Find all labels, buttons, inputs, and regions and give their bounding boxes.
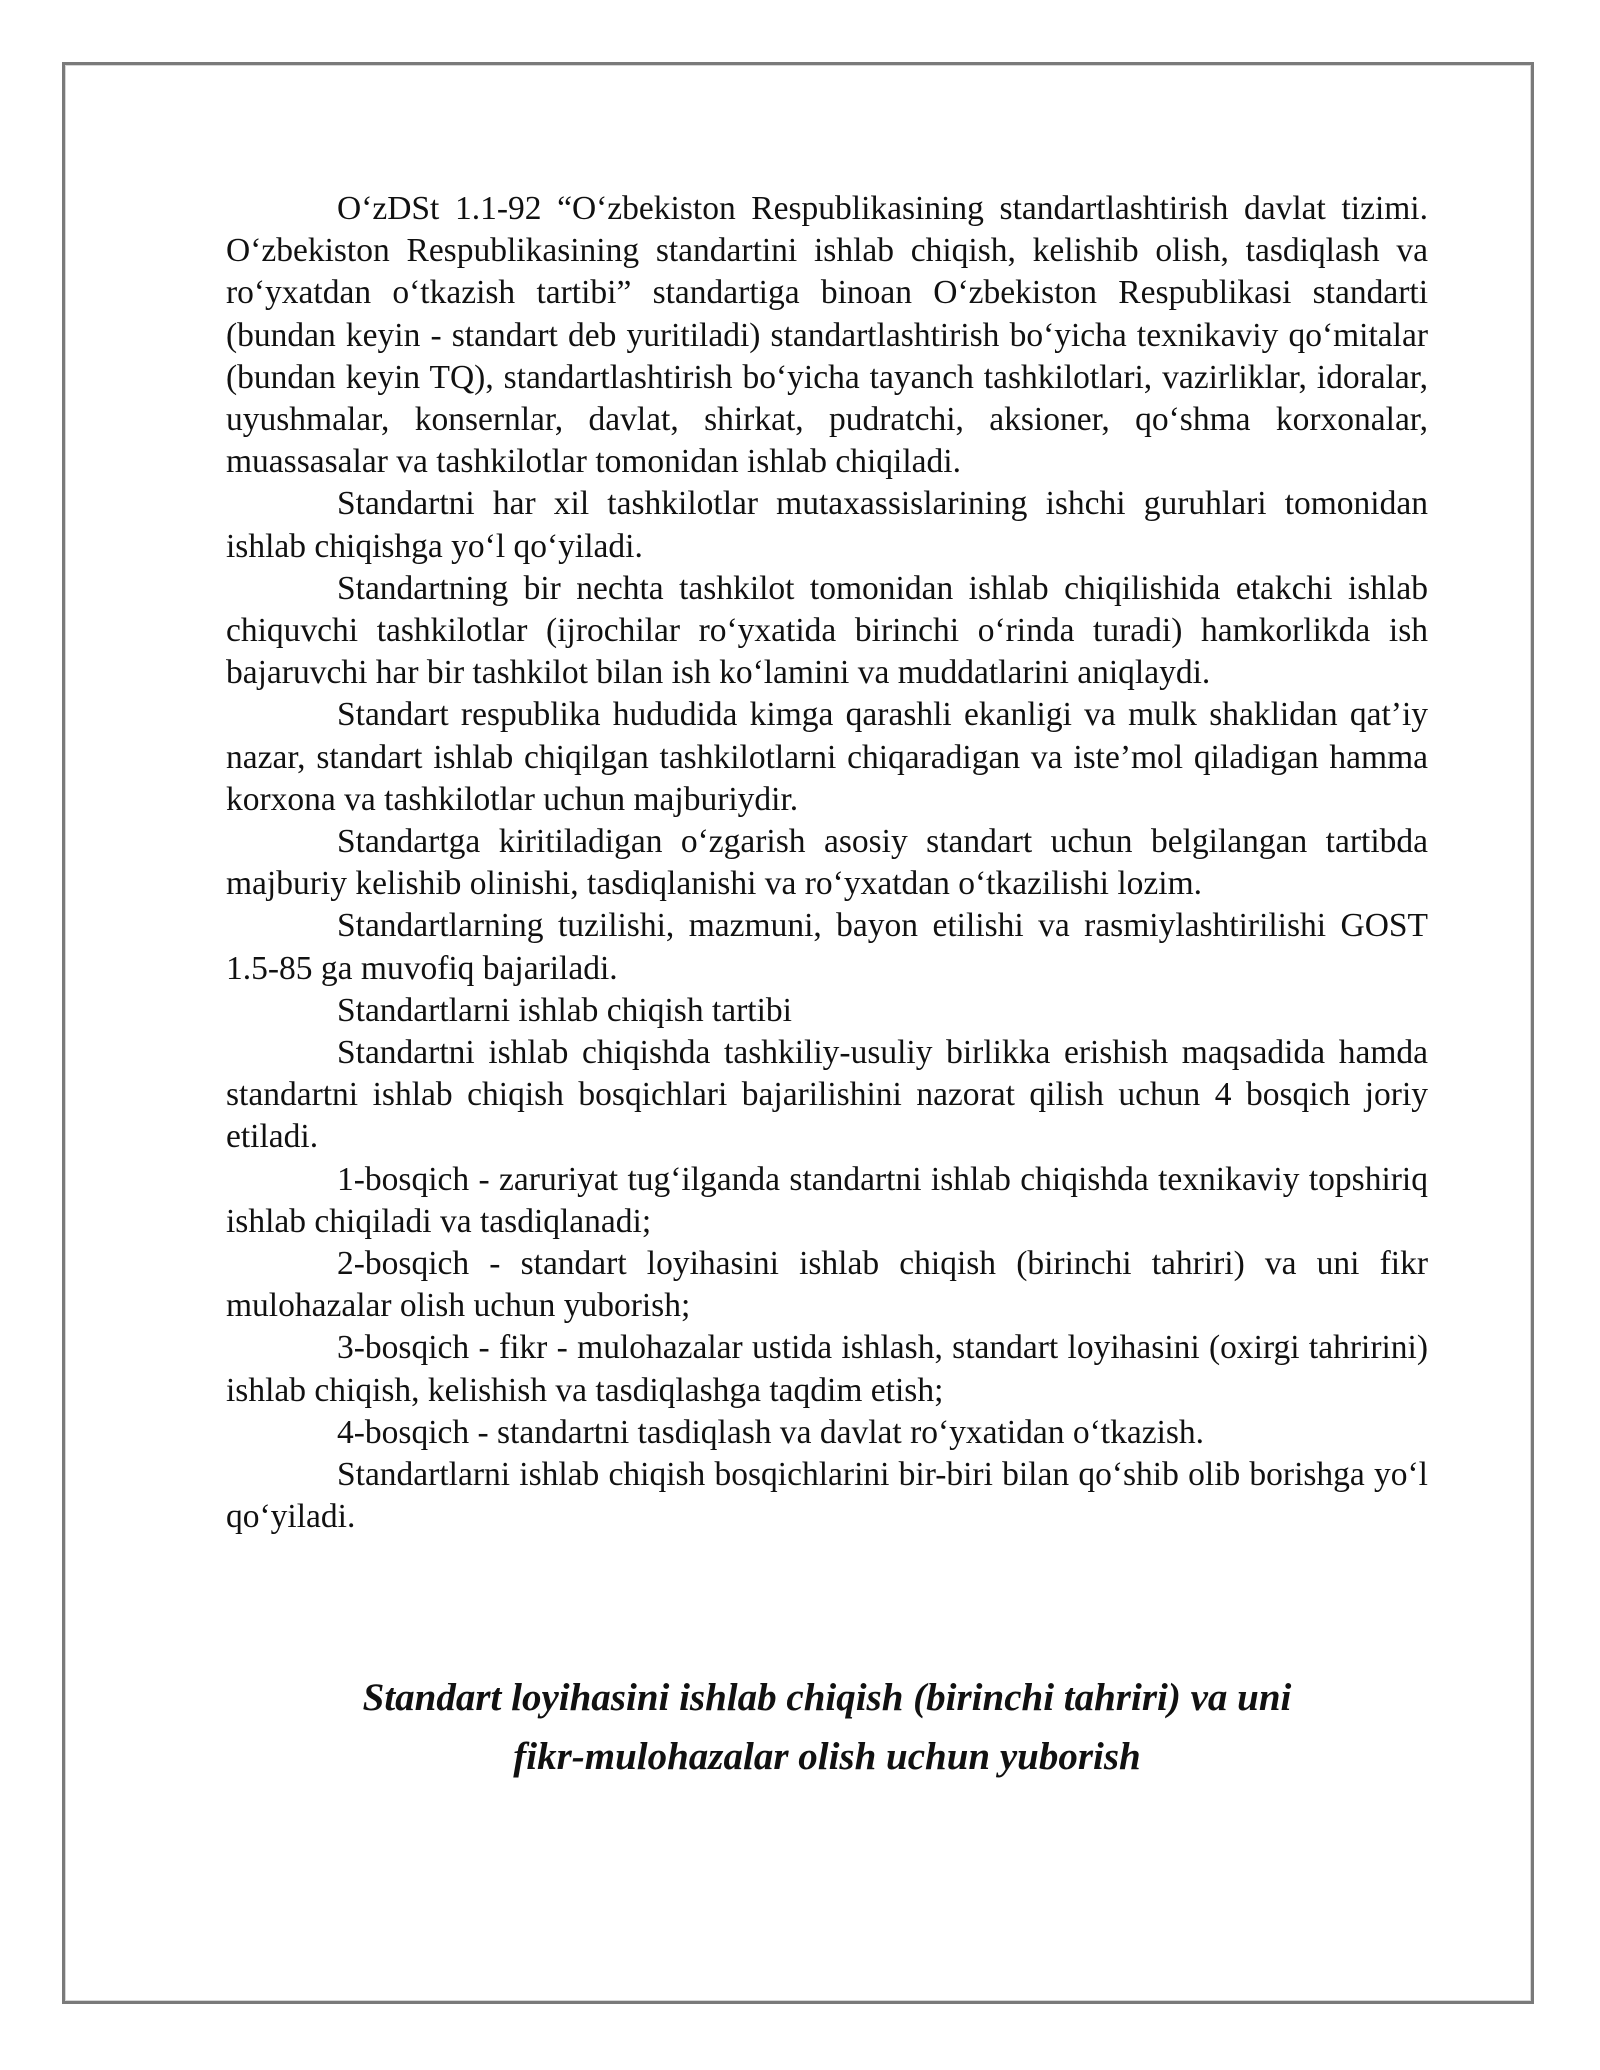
paragraph-combine-stages: Standartlarni ishlab chiqish bosqichlarini bir-biri bilan qo‘shib olib borishga yo‘l qo‘yiladi. — [226, 1456, 1428, 1536]
paragraph-stage-1: 1-bosqich - zaruriyat tug‘ilganda standartni ishlab chiqishda texnikaviy topshiriq ishlab chiqiladi va tasdiqlanadi; — [226, 1160, 1428, 1240]
paragraph-stage-2: 2-bosqich - standart loyihasini ishlab chiqish (birinchi tahriri) va uni fikr mulohazalar olish uchun yuborish; — [226, 1245, 1428, 1325]
paragraph-structure-gost: Standartlarning tuzilishi, mazmuni, bayon etilishi va rasmiylashtirilishi GOST 1.5-85 ga muvofiq bajariladi. — [226, 907, 1428, 987]
paragraph-lead-developer: Standartning bir nechta tashkilot tomonidan ishlab chiqilishida etakchi ishlab chiquvchi tashkilotlar (ijrochilar ro‘yxatida birinchi o‘rinda turadi) hamkorlikda ish bajaruvchi har bir tashkilot bilan ish ko‘lamini va muddatlarini aniqlaydi. — [226, 569, 1428, 692]
paragraph-procedure-title: Standartlarni ishlab chiqish tartibi — [337, 991, 792, 1029]
section-heading-line-1: Standart loyihasini ishlab chiqish (birinchi tahriri) va uni — [362, 1676, 1292, 1719]
paragraph-mandatory: Standart respublika hududida kimga qarashli ekanligi va mulk shaklidan qat’iy nazar, standart ishlab chiqilgan tashkilotlarni chiqaradigan va iste’mol qiladigan hamma korxona va tashkilotlar uchun majburiydir. — [226, 696, 1428, 818]
document-body — [226, 188, 1428, 1539]
paragraph-stage-4: 4-bosqich - standartni tasdiqlash va davlat ro‘yxatidan o‘tkazish. — [337, 1413, 1205, 1451]
paragraph-stage-3: 3-bosqich - fikr - mulohazalar ustida ishlash, standart loyihasini (oxirgi tahririni) ishlab chiqish, kelishish va tasdiqlashga taqdim etish; — [226, 1329, 1428, 1409]
paragraph-ozdst-intro: O‘zDSt 1.1-92 “O‘zbekiston Respublikasining standartlashtirish davlat tizimi. O‘zbekiston Respublikasining standartini ishlab chiqish, kelishib olish, tasdiqlash va ro‘yxatdan o‘tkazish tartibi” standartiga binoan O‘zbekiston Respublikasi standarti (bundan keyin - standart deb yuritiladi) standartlashtirish bo‘yicha texnikaviy qo‘mitalar (bundan keyin TQ), standartlashtirish bo‘yicha tayanch tashkilotlari, vazirliklar, idoralar, uyushmalar, konsernlar, davlat, shirkat, pudratchi, aksioner, qo‘shma korxonalar, muassasalar va tashkilotlar tomonidan ishlab chiqiladi. — [226, 190, 1428, 481]
paragraph-working-groups: Standartni har xil tashkilotlar mutaxassislarining ishchi guruhlari tomonidan ishlab chiqishga yo‘l qo‘yiladi. — [226, 485, 1428, 565]
section-heading-line-2: fikr-mulohazalar olish uchun yuborish — [513, 1735, 1141, 1778]
paragraph-four-stages: Standartni ishlab chiqishda tashkiliy-usuliy birlikka erishish maqsadida hamda standartni ishlab chiqish bosqichlari bajarilishini nazorat qilish uchun 4 bosqich joriy etiladi. — [226, 1034, 1428, 1156]
section-heading — [226, 1668, 1428, 1786]
paragraph-changes: Standartga kiritiladigan o‘zgarish asosiy standart uchun belgilangan tartibda majburiy kelishib olinishi, tasdiqlanishi va ro‘yxatdan o‘tkazilishi lozim. — [226, 823, 1428, 903]
